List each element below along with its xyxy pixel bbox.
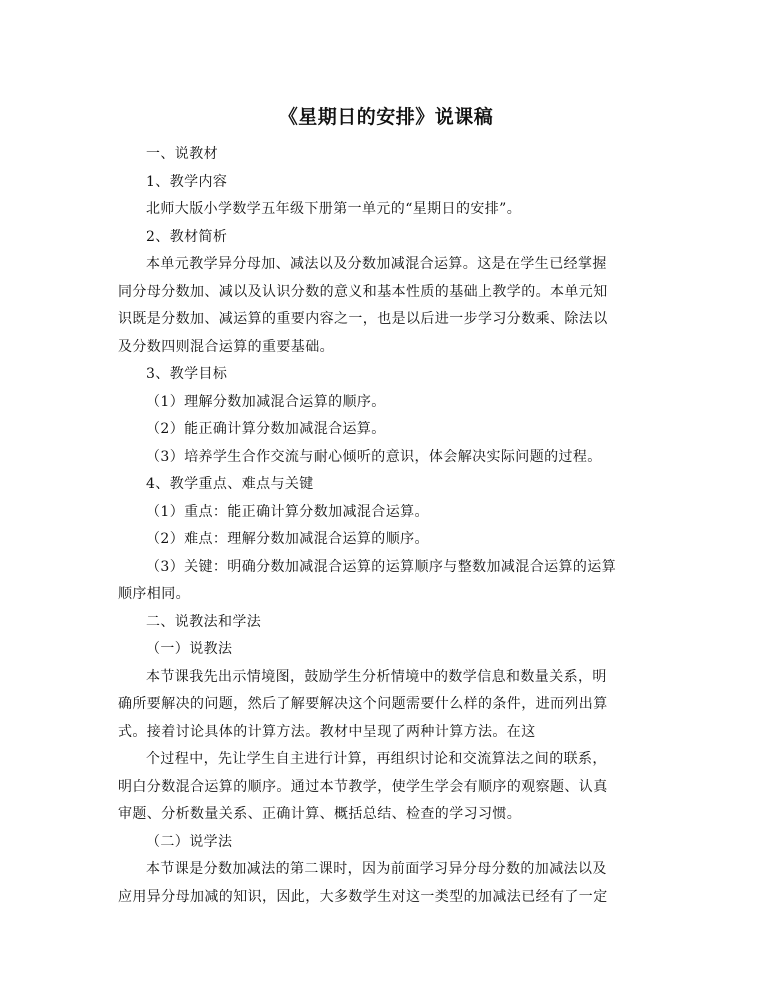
text-line: 本节课我先出示情境图，鼓励学生分析情境中的数学信息和数量关系，明 [146, 668, 607, 685]
text-line: 个过程中，先让学生自主进行计算，再组织讨论和交流算法之间的联系， [146, 751, 607, 767]
text-line: 1、教学内容 [146, 173, 228, 190]
text-line: （1）理解分数加减混合运算的顺序。 [146, 393, 386, 410]
document-title: 《星期日的安排》说课稿 [278, 106, 494, 128]
text-line: （3）关键：明确分数加减混合运算的运算顺序与整数加减混合运算的运算 [146, 558, 617, 575]
text-line: 同分母分数加、减以及认识分数的意义和基本性质的基础上教学的。本单元知 [118, 283, 608, 300]
text-line: 顺序相同。 [118, 586, 190, 602]
text-line: 北师大版小学数学五年级下册第一单元的“星期日的安排”。 [146, 201, 522, 217]
text-line: 及分数四则混合运算的重要基础。 [118, 338, 334, 355]
text-line: （2）难点：理解分数加减混合运算的顺序。 [146, 531, 429, 547]
text-line: 识既是分数加、减运算的重要内容之一，也是以后进一步学习分数乘、除法以 [118, 311, 608, 327]
text-line: 明白分数混合运算的顺序。通过本节教学，使学生学会有顺序的观察题、认真 [118, 778, 608, 795]
text-line: 式。接着讨论具体的计算方法。教材中呈现了两种计算方法。在这 [118, 723, 536, 740]
text-line: 4、教学重点、难点与关键 [146, 476, 314, 492]
text-line: 应用异分母加减的知识，因此，大多数学生对这一类型的加减法已经有了一定 [118, 888, 608, 905]
text-line: 审题、分析数量关系、正确计算、概括总结、检查的学习习惯。 [118, 806, 522, 822]
text-line: 二、说教法和学法 [146, 613, 262, 630]
text-line: 一、说教材 [146, 146, 218, 162]
text-line: （2）能正确计算分数加减混合运算。 [146, 421, 386, 437]
text-line: （二）说学法 [146, 833, 233, 850]
text-line: （一）说教法 [146, 641, 233, 657]
text-line: 3、教学目标 [146, 366, 228, 382]
text-line: （1）重点：能正确计算分数加减混合运算。 [146, 503, 429, 520]
text-line: （3）培养学生合作交流与耐心倾听的意识，体会解决实际问题的过程。 [146, 448, 602, 465]
text-line: 本节课是分数加减法的第二课时，因为前面学习异分母分数的加减法以及 [146, 861, 607, 877]
text-line: 本单元教学异分母加、减法以及分数加减混合运算。这是在学生已经掌握 [146, 256, 607, 272]
text-line: 确所要解决的问题，然后了解要解决这个问题需要什么样的条件，进而列出算 [118, 696, 608, 712]
document-body [118, 141, 654, 911]
text-line: 2、教材简析 [146, 228, 228, 245]
